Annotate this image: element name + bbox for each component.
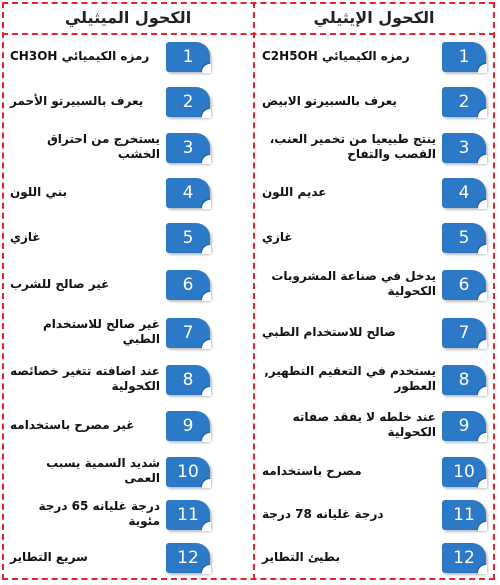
ethyl-list-item	[256, 310, 492, 354]
ethyl-item-label: درجة غليانه 78 درجة	[262, 506, 384, 521]
ethyl-list-item	[256, 215, 492, 259]
methyl-number-badge	[166, 411, 210, 441]
ethyl-number-badge	[442, 543, 486, 573]
methyl-number-badge	[166, 223, 210, 253]
ethyl-number-badge	[442, 500, 486, 530]
ethyl-number-badge	[442, 457, 486, 487]
methyl-item-label: شديد السمية يسبب العمى	[46, 456, 160, 485]
ethyl-number-badge	[442, 270, 486, 300]
methyl-number-label: 7	[182, 323, 194, 343]
ethyl-item-text	[262, 215, 436, 259]
methyl-list-item	[6, 449, 252, 493]
methyl-item-text	[10, 310, 160, 354]
ethyl-item-label: مصرح باستخدامه	[262, 463, 362, 478]
ethyl-item-text	[262, 34, 436, 78]
methyl-list-item	[6, 125, 252, 169]
methyl-item-label: رمزه الكيميائي CH3OH	[10, 48, 150, 63]
ethyl-item-text	[262, 79, 436, 123]
ethyl-item-label: عند خلطه لا يفقد صفاته الكحولية	[292, 410, 436, 439]
methyl-number-label: 6	[182, 275, 194, 295]
ethyl-item-text	[262, 125, 436, 169]
ethyl-item-text	[262, 492, 436, 536]
methyl-item-label: سريع التطاير	[10, 549, 88, 564]
ethyl-list-item	[256, 125, 492, 169]
methyl-number-badge	[166, 270, 210, 300]
ethyl-item-text	[262, 170, 436, 214]
ethyl-list-item	[256, 449, 492, 493]
ethyl-item-label: يستخدم في التعقيم التطهير, العطور	[264, 364, 436, 393]
methyl-item-text	[10, 79, 160, 123]
methyl-item-label: درجة غليانه 65 درجة مئوية	[38, 499, 160, 528]
methyl-item-label: بني اللون	[10, 184, 68, 199]
ethyl-alcohol-column	[256, 36, 492, 576]
methyl-number-badge	[166, 87, 210, 117]
ethyl-item-label: عديم اللون	[262, 184, 327, 199]
methyl-item-label: غير صالح للاستخدام الطبي	[43, 317, 160, 346]
methyl-number-label: 10	[177, 462, 199, 482]
methyl-number-badge	[166, 178, 210, 208]
methyl-number-badge	[166, 457, 210, 487]
methyl-list-item	[6, 535, 252, 579]
ethyl-number-badge	[442, 178, 486, 208]
methyl-item-text	[10, 170, 160, 214]
ethyl-item-text	[262, 310, 436, 354]
methyl-number-badge	[166, 133, 210, 163]
ethyl-number-label: 7	[458, 323, 470, 343]
ethyl-number-badge	[442, 365, 486, 395]
methyl-alcohol-column	[6, 36, 252, 576]
ethyl-number-badge	[442, 133, 486, 163]
ethyl-number-badge	[442, 42, 486, 72]
ethyl-number-label: 11	[453, 505, 475, 525]
ethyl-item-text	[262, 262, 436, 306]
ethyl-number-label: 1	[458, 47, 470, 67]
ethyl-number-label: 10	[453, 462, 475, 482]
methyl-item-label: عند اضافته تتغير خصائصه الكحولية	[10, 364, 160, 393]
ethyl-number-badge	[442, 223, 486, 253]
methyl-list-item	[6, 79, 252, 123]
ethyl-number-label: 3	[458, 138, 470, 158]
methyl-list-item	[6, 34, 252, 78]
ethyl-number-label: 2	[458, 92, 470, 112]
methyl-number-label: 2	[182, 92, 194, 112]
ethyl-number-label: 5	[458, 228, 470, 248]
methyl-number-badge	[166, 365, 210, 395]
methyl-number-badge	[166, 543, 210, 573]
methyl-list-item	[6, 215, 252, 259]
ethyl-item-label: رمزه الكيميائي C2H5OH	[262, 48, 410, 63]
ethyl-list-item	[256, 535, 492, 579]
ethyl-number-badge	[442, 87, 486, 117]
methyl-item-label: غير صالح للشرب	[10, 276, 110, 291]
methyl-item-label: غازي	[10, 229, 41, 244]
ethyl-list-item	[256, 492, 492, 536]
methyl-number-label: 5	[182, 228, 194, 248]
ethyl-list-item	[256, 262, 492, 306]
ethyl-list-item	[256, 79, 492, 123]
methyl-item-text	[10, 449, 160, 493]
ethyl-alcohol-title: الكحول الإيثيلي	[313, 8, 435, 27]
methyl-item-text	[10, 492, 160, 536]
methyl-list-item	[6, 403, 252, 447]
methyl-item-text	[10, 357, 160, 401]
methyl-number-badge	[166, 500, 210, 530]
methyl-number-label: 4	[182, 183, 194, 203]
methyl-number-label: 12	[177, 548, 199, 568]
column-divider	[253, 2, 255, 580]
methyl-list-item	[6, 310, 252, 354]
methyl-item-text	[10, 262, 160, 306]
ethyl-item-label: غازي	[262, 229, 293, 244]
ethyl-list-item	[256, 357, 492, 401]
methyl-item-text	[10, 535, 160, 579]
methyl-number-label: 1	[182, 47, 194, 67]
methyl-list-item	[6, 492, 252, 536]
methyl-item-label: يعرف بالسبيرتو الأحمر	[10, 93, 144, 108]
ethyl-item-text	[262, 403, 436, 447]
ethyl-number-badge	[442, 318, 486, 348]
ethyl-list-item	[256, 170, 492, 214]
ethyl-number-label: 6	[458, 275, 470, 295]
methyl-number-badge	[166, 42, 210, 72]
methyl-item-text	[10, 403, 160, 447]
ethyl-item-text	[262, 357, 436, 401]
methyl-number-label: 9	[182, 416, 194, 436]
ethyl-number-label: 12	[453, 548, 475, 568]
ethyl-number-label: 8	[458, 370, 470, 390]
methyl-item-text	[10, 125, 160, 169]
methyl-number-badge	[166, 318, 210, 348]
ethyl-list-item	[256, 34, 492, 78]
ethyl-item-label: يدخل في صناعة المشروبات الكحولية	[271, 269, 436, 298]
ethyl-item-text	[262, 449, 436, 493]
methyl-list-item	[6, 357, 252, 401]
ethyl-number-badge	[442, 411, 486, 441]
methyl-item-label: غير مصرح باستخدامه	[10, 417, 135, 432]
methyl-alcohol-title: الكحول الميثيلي	[64, 8, 192, 27]
ethyl-item-label: صالح للاستخدام الطبي	[262, 324, 396, 339]
methyl-list-item	[6, 262, 252, 306]
ethyl-item-label: بطيئ التطاير	[262, 549, 340, 564]
methyl-item-text	[10, 215, 160, 259]
ethyl-list-item	[256, 403, 492, 447]
ethyl-item-label: يعرف بالسبيرتو الابيض	[262, 93, 397, 108]
ethyl-item-label: ينتج طبيعيا من تخمير العنب، القصب والتفاح	[269, 132, 436, 161]
methyl-list-item	[6, 170, 252, 214]
ethyl-item-text	[262, 535, 436, 579]
methyl-item-label: يستخرج من احتراق الخشب	[47, 132, 160, 161]
methyl-number-label: 3	[182, 138, 194, 158]
ethyl-number-label: 4	[458, 183, 470, 203]
methyl-item-text	[10, 34, 160, 78]
ethyl-number-label: 9	[458, 416, 470, 436]
methyl-number-label: 11	[177, 505, 199, 525]
methyl-number-label: 8	[182, 370, 194, 390]
